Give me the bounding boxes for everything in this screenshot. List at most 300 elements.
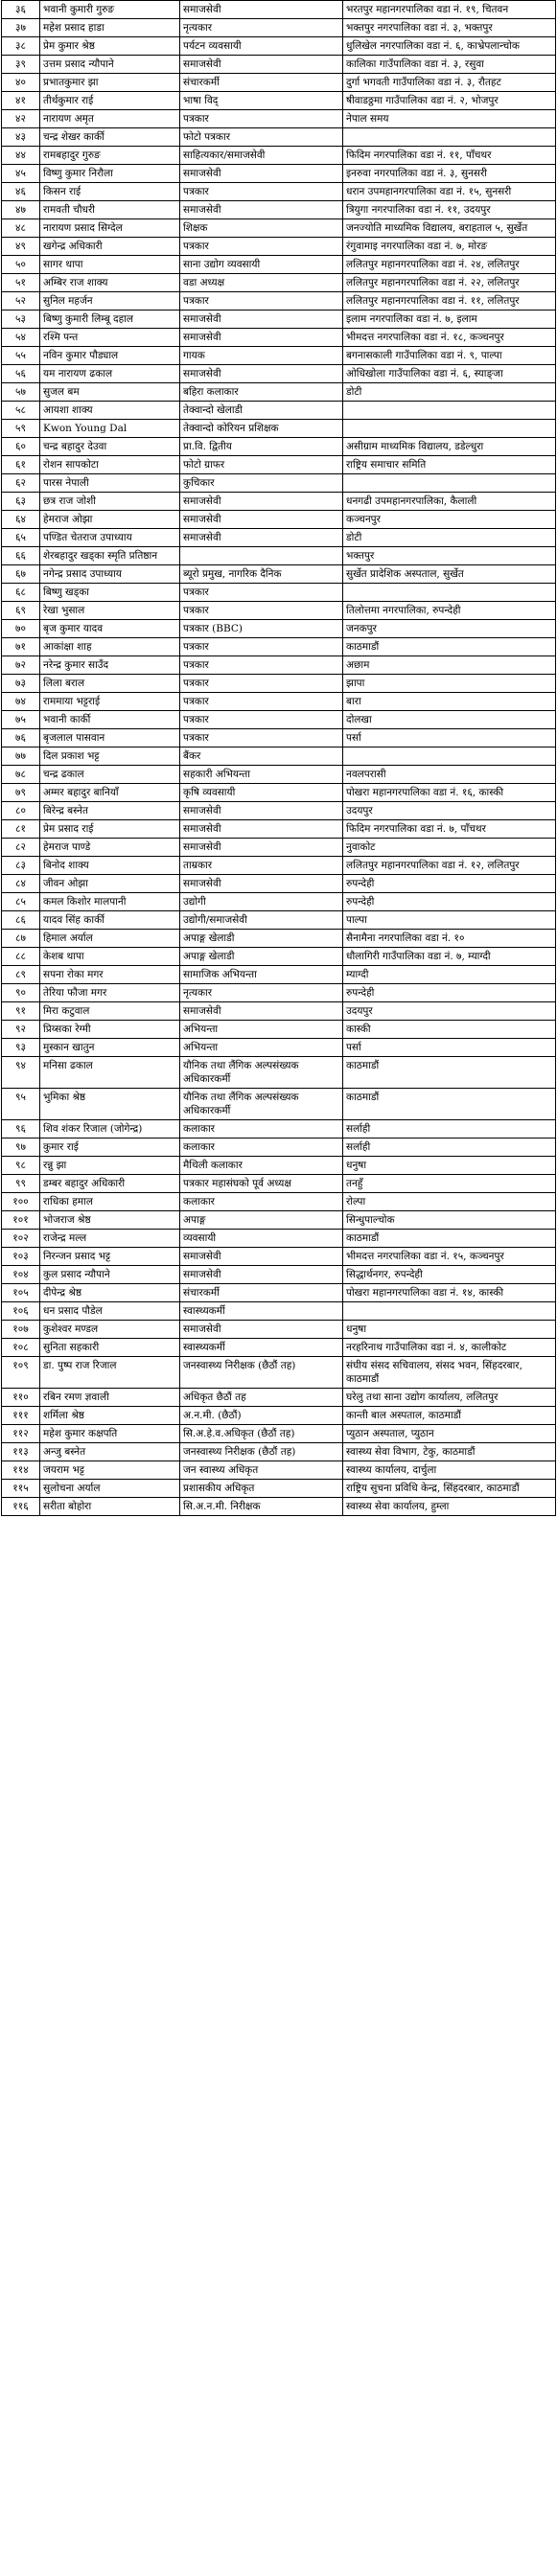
table-row bbox=[2, 1461, 556, 1480]
table-row bbox=[2, 966, 556, 984]
row-number: ३७ bbox=[2, 19, 40, 37]
table-row bbox=[2, 1443, 556, 1461]
person-address: पोखरा महानगरपालिका वडा नं. १६, कास्की bbox=[343, 784, 556, 802]
table-row bbox=[2, 37, 556, 56]
row-number: ७१ bbox=[2, 638, 40, 656]
table-row bbox=[2, 948, 556, 966]
table-row bbox=[2, 347, 556, 365]
table-body bbox=[2, 1, 556, 1516]
table-row bbox=[2, 857, 556, 875]
person-name: कमल किशोर मालपानी bbox=[40, 893, 180, 911]
row-number: ९४ bbox=[2, 1057, 40, 1089]
row-number: ४४ bbox=[2, 147, 40, 165]
person-name: चन्द्र ढकाल bbox=[40, 766, 180, 784]
person-role: प्रा.वि. द्वितीय bbox=[180, 438, 343, 456]
person-role: समाजसेवी bbox=[180, 802, 343, 820]
table-row bbox=[2, 165, 556, 183]
table-row bbox=[2, 656, 556, 675]
person-name: रबिन रमण ज्ञवाली bbox=[40, 1389, 180, 1407]
person-address: सिन्धुपाल्चोक bbox=[343, 1211, 556, 1230]
person-address: कास्की bbox=[343, 1021, 556, 1039]
row-number: ६० bbox=[2, 438, 40, 456]
table-row bbox=[2, 911, 556, 930]
person-name: नारायण प्रसाद सिग्देल bbox=[40, 219, 180, 238]
person-address: डोटी bbox=[343, 529, 556, 547]
table-row bbox=[2, 984, 556, 1002]
person-address: नवलपरासी bbox=[343, 766, 556, 784]
person-address: काठमाडौं bbox=[343, 1057, 556, 1089]
table-row bbox=[2, 92, 556, 110]
person-name: सुलोचना अर्याल bbox=[40, 1480, 180, 1498]
person-role: अपाङ्ग खेलाडी bbox=[180, 948, 343, 966]
person-role: तेक्वान्दो कोरियन प्रशिक्षक bbox=[180, 420, 343, 438]
person-address: घरेलु तथा साना उद्योग कार्यालय, ललितपुर bbox=[343, 1389, 556, 1407]
person-name: आकांक्षा शाह bbox=[40, 638, 180, 656]
person-role: पत्रकार bbox=[180, 584, 343, 602]
person-address: पर्सा bbox=[343, 1039, 556, 1057]
person-address bbox=[343, 584, 556, 602]
person-name: नगेन्द्र प्रसाद उपाध्याय bbox=[40, 565, 180, 584]
person-name: राममाया भट्टराई bbox=[40, 693, 180, 711]
table-row bbox=[2, 1248, 556, 1266]
person-role: तेक्वान्दो खेलाडी bbox=[180, 402, 343, 420]
person-address: इनरुवा नगरपालिका वडा नं. ३, सुनसरी bbox=[343, 165, 556, 183]
row-number: ५४ bbox=[2, 329, 40, 347]
person-address: दुर्गा भगवती गाउँपालिका वडा नं. ३, रौतहट bbox=[343, 74, 556, 92]
person-name: सुजल बम bbox=[40, 383, 180, 402]
person-name: रश्मि पन्त bbox=[40, 329, 180, 347]
person-role: अभियन्ता bbox=[180, 1021, 343, 1039]
person-name: बिष्णु खड्का bbox=[40, 584, 180, 602]
person-role: मैथिली कलाकार bbox=[180, 1157, 343, 1175]
row-number: ११३ bbox=[2, 1443, 40, 1461]
table-row bbox=[2, 238, 556, 256]
table-row bbox=[2, 1120, 556, 1138]
table-row bbox=[2, 584, 556, 602]
person-role: पत्रकार bbox=[180, 292, 343, 310]
row-number: ६७ bbox=[2, 565, 40, 584]
person-address: बगनासकाली गाउँपालिका वडा नं. ९, पाल्पा bbox=[343, 347, 556, 365]
person-address: नेपाल समय bbox=[343, 110, 556, 128]
table-row bbox=[2, 1284, 556, 1302]
person-role: व्यवसायी bbox=[180, 1230, 343, 1248]
table-row bbox=[2, 274, 556, 292]
table-row bbox=[2, 1021, 556, 1039]
person-role: अपाङ्ग खेलाडी bbox=[180, 930, 343, 948]
person-name: अन्जु बस्नेत bbox=[40, 1443, 180, 1461]
person-address: ललितपुर महानगरपालिका वडा नं. २४, ललितपुर bbox=[343, 256, 556, 274]
table-row bbox=[2, 329, 556, 347]
person-address: धरान उपमहानगरपालिका वडा नं. १५, सुनसरी bbox=[343, 183, 556, 201]
person-role: कलाकार bbox=[180, 1193, 343, 1211]
person-role: फोटो ग्राफर bbox=[180, 456, 343, 474]
person-address: जनकपुर bbox=[343, 620, 556, 638]
person-address: असीग्राम माध्यमिक विद्यालय, डडेल्धुरा bbox=[343, 438, 556, 456]
table-row bbox=[2, 1039, 556, 1057]
person-role: भाषा विद् bbox=[180, 92, 343, 110]
person-address: पर्सा bbox=[343, 729, 556, 748]
row-number: ६९ bbox=[2, 602, 40, 620]
person-name: रामवती चौधरी bbox=[40, 201, 180, 219]
row-number: ३६ bbox=[2, 1, 40, 19]
row-number: ९५ bbox=[2, 1089, 40, 1120]
row-number: ११४ bbox=[2, 1461, 40, 1480]
row-number: ११० bbox=[2, 1389, 40, 1407]
person-name: हेमराज पाण्डे bbox=[40, 839, 180, 857]
row-number: ८५ bbox=[2, 893, 40, 911]
person-address: सैनामैना नगरपालिका वडा नं. १० bbox=[343, 930, 556, 948]
table-row bbox=[2, 529, 556, 547]
row-number: ७६ bbox=[2, 729, 40, 748]
person-role: समाजसेवी bbox=[180, 1321, 343, 1339]
person-name: सरीता बोहोरा bbox=[40, 1498, 180, 1516]
row-number: ८४ bbox=[2, 875, 40, 893]
row-number: ५० bbox=[2, 256, 40, 274]
row-number: ४९ bbox=[2, 238, 40, 256]
table-row bbox=[2, 766, 556, 784]
person-name: बिनोद शाक्य bbox=[40, 857, 180, 875]
table-row bbox=[2, 820, 556, 839]
person-address: धनगढी उपमहानगरपालिका, कैलाली bbox=[343, 493, 556, 511]
person-role: जनस्वास्थ्य निरीक्षक (छैठौं तह) bbox=[180, 1357, 343, 1389]
row-number: ८८ bbox=[2, 948, 40, 966]
person-name: सुनिता सहकारी bbox=[40, 1339, 180, 1357]
person-role: संचारकर्मी bbox=[180, 74, 343, 92]
table-row bbox=[2, 1480, 556, 1498]
person-address: षीवाडठ्ठमा गाउँपालिका वडा नं. २, भोजपुर bbox=[343, 92, 556, 110]
row-number: ८२ bbox=[2, 839, 40, 857]
row-number: १०७ bbox=[2, 1321, 40, 1339]
person-name: हिमाल अर्याल bbox=[40, 930, 180, 948]
person-role: अभियन्ता bbox=[180, 1039, 343, 1057]
table-row bbox=[2, 420, 556, 438]
person-role: पत्रकार bbox=[180, 638, 343, 656]
person-name: खगेन्द्र अधिकारी bbox=[40, 238, 180, 256]
table-row bbox=[2, 1089, 556, 1120]
person-address: सर्लाही bbox=[343, 1120, 556, 1138]
person-role: गायक bbox=[180, 347, 343, 365]
person-role: पत्रकार bbox=[180, 711, 343, 729]
person-role: पत्रकार bbox=[180, 110, 343, 128]
person-role: उद्योगी bbox=[180, 893, 343, 911]
table-row bbox=[2, 675, 556, 693]
row-number: ६४ bbox=[2, 511, 40, 529]
person-name: उत्तम प्रसाद न्यौपाने bbox=[40, 56, 180, 74]
row-number: ८९ bbox=[2, 966, 40, 984]
person-role: अधिकृत छैठौं तह bbox=[180, 1389, 343, 1407]
table-row bbox=[2, 748, 556, 766]
person-name: छत्र राज जोशी bbox=[40, 493, 180, 511]
row-number: ७५ bbox=[2, 711, 40, 729]
row-number: १०५ bbox=[2, 1284, 40, 1302]
table-row bbox=[2, 1266, 556, 1284]
row-number: ७८ bbox=[2, 766, 40, 784]
row-number: ५५ bbox=[2, 347, 40, 365]
row-number: ६८ bbox=[2, 584, 40, 602]
person-role: समाजसेवी bbox=[180, 1266, 343, 1284]
row-number: ४६ bbox=[2, 183, 40, 201]
table-row bbox=[2, 893, 556, 911]
person-name: यम नारायण ढकाल bbox=[40, 365, 180, 383]
row-number: ७७ bbox=[2, 748, 40, 766]
row-number: ३८ bbox=[2, 37, 40, 56]
person-name: किसन राई bbox=[40, 183, 180, 201]
row-number: ९६ bbox=[2, 1120, 40, 1138]
table-row bbox=[2, 201, 556, 219]
person-name: जीवन ओझा bbox=[40, 875, 180, 893]
person-address bbox=[343, 748, 556, 766]
person-address: उदयपुर bbox=[343, 802, 556, 820]
person-name: अम्मर बहादुर बानियाँ bbox=[40, 784, 180, 802]
person-role: साहित्यकार/समाजसेवी bbox=[180, 147, 343, 165]
person-role: कलाकार bbox=[180, 1120, 343, 1138]
person-address: सिद्धार्थनगर, रुपन्देही bbox=[343, 1266, 556, 1284]
person-name: बृज कुमार यादव bbox=[40, 620, 180, 638]
person-name: शेरबहादुर खड्का स्मृति प्रतिष्ठान bbox=[40, 547, 180, 565]
table-row bbox=[2, 1302, 556, 1321]
row-number: ५६ bbox=[2, 365, 40, 383]
person-address: अछाम bbox=[343, 656, 556, 675]
person-address: तनहुँ bbox=[343, 1175, 556, 1193]
row-number: ४५ bbox=[2, 165, 40, 183]
person-address: ललितपुर महानगरपालिका वडा नं. १२, ललितपुर bbox=[343, 857, 556, 875]
person-name: बृजलाल पासवान bbox=[40, 729, 180, 748]
person-address: भरतपुर महानगरपालिका वडा नं. १९, चितवन bbox=[343, 1, 556, 19]
person-role: बैंकर bbox=[180, 748, 343, 766]
person-name: महेश प्रसाद हाडा bbox=[40, 19, 180, 37]
person-address: राष्ट्रिय सुचना प्रविधि केन्द्र, सिंहदरबार, काठमाडौं bbox=[343, 1480, 556, 1498]
row-number: ९२ bbox=[2, 1021, 40, 1039]
person-role: समाजसेवी bbox=[180, 1248, 343, 1266]
person-name: प्रेम प्रसाद राई bbox=[40, 820, 180, 839]
person-name: तीर्थकुमार राई bbox=[40, 92, 180, 110]
person-role: ताम्रकार bbox=[180, 857, 343, 875]
person-address: रोल्पा bbox=[343, 1193, 556, 1211]
row-number: ८७ bbox=[2, 930, 40, 948]
row-number: ८६ bbox=[2, 911, 40, 930]
person-name: बिरेन्द्र बस्नेत bbox=[40, 802, 180, 820]
person-address: काठमाडौं bbox=[343, 1230, 556, 1248]
person-name: धन प्रसाद पौडेल bbox=[40, 1302, 180, 1321]
row-number: ४३ bbox=[2, 128, 40, 147]
person-address: कान्ती बाल अस्पताल, काठमाडौं bbox=[343, 1407, 556, 1425]
person-role: संचारकर्मी bbox=[180, 1284, 343, 1302]
row-number: ११२ bbox=[2, 1425, 40, 1443]
row-number: ४० bbox=[2, 74, 40, 92]
person-role: फोटो पत्रकार bbox=[180, 128, 343, 147]
person-address bbox=[343, 420, 556, 438]
honoree-table bbox=[1, 0, 556, 1516]
table-row bbox=[2, 1193, 556, 1211]
table-row bbox=[2, 256, 556, 274]
person-name: चन्द्र शेखर कार्की bbox=[40, 128, 180, 147]
person-name: मिरा कटुवाल bbox=[40, 1002, 180, 1021]
person-role: समाजसेवी bbox=[180, 493, 343, 511]
person-address: धुलिखेल नगरपालिका वडा नं. ६, काभ्रेपलान्चोक bbox=[343, 37, 556, 56]
table-row bbox=[2, 602, 556, 620]
person-name: रेखा भुसाल bbox=[40, 602, 180, 620]
person-address: रुपन्देही bbox=[343, 984, 556, 1002]
person-role: बहिरा कलाकार bbox=[180, 383, 343, 402]
person-name: सुनिल महर्जन bbox=[40, 292, 180, 310]
person-address bbox=[343, 402, 556, 420]
person-name: निरन्जन प्रसाद भट्ट bbox=[40, 1248, 180, 1266]
person-name: शिव शंकर रिजाल (जोगेन्द्र) bbox=[40, 1120, 180, 1138]
person-address: नरहरिनाथ गाउँपालिका वडा नं. ४, कालीकोट bbox=[343, 1339, 556, 1357]
person-name: प्रेम कुमार श्रेष्ठ bbox=[40, 37, 180, 56]
table-row bbox=[2, 1321, 556, 1339]
person-name: रन्नु झा bbox=[40, 1157, 180, 1175]
table-row bbox=[2, 1357, 556, 1389]
person-role: समाजसेवी bbox=[180, 310, 343, 329]
row-number: ७९ bbox=[2, 784, 40, 802]
table-row bbox=[2, 402, 556, 420]
person-role: समाजसेवी bbox=[180, 365, 343, 383]
person-role: समाजसेवी bbox=[180, 875, 343, 893]
row-number: ९८ bbox=[2, 1157, 40, 1175]
person-address: झापा bbox=[343, 675, 556, 693]
person-address: भीमदत्त नगरपालिका वडा नं. १८, कञ्चनपुर bbox=[343, 329, 556, 347]
row-number: ५२ bbox=[2, 292, 40, 310]
row-number: ७४ bbox=[2, 693, 40, 711]
person-role: ब्यूरो प्रमुख, नागरिक दैनिक bbox=[180, 565, 343, 584]
person-address: नुवाकोट bbox=[343, 839, 556, 857]
person-name: नविन कुमार पौड्याल bbox=[40, 347, 180, 365]
row-number: १११ bbox=[2, 1407, 40, 1425]
person-role: पत्रकार bbox=[180, 238, 343, 256]
person-role: पत्रकार bbox=[180, 675, 343, 693]
person-role: पत्रकार bbox=[180, 656, 343, 675]
person-role: अपाङ्ग bbox=[180, 1211, 343, 1230]
person-role: वडा अध्यक्ष bbox=[180, 274, 343, 292]
person-address: स्वास्थ्य कार्यालय, दार्चुला bbox=[343, 1461, 556, 1480]
row-number: ६६ bbox=[2, 547, 40, 565]
person-name: प्रिय्सका रेग्मी bbox=[40, 1021, 180, 1039]
row-number: ५८ bbox=[2, 402, 40, 420]
person-role: पत्रकार bbox=[180, 729, 343, 748]
person-name: Kwon Young Dal bbox=[40, 420, 180, 438]
person-role: पत्रकार bbox=[180, 183, 343, 201]
row-number: ५३ bbox=[2, 310, 40, 329]
person-address: ललितपुर महानगरपालिका वडा नं. २२, ललितपुर bbox=[343, 274, 556, 292]
person-role: यौनिक तथा लैंगिक अल्पसंख्यक अधिकारकर्मी bbox=[180, 1089, 343, 1120]
person-role: समाजसेवी bbox=[180, 1002, 343, 1021]
person-role: शिक्षक bbox=[180, 219, 343, 238]
person-role: सि.अ.हे.व.अधिकृत (छैठौं तह) bbox=[180, 1425, 343, 1443]
row-number: ५७ bbox=[2, 383, 40, 402]
person-address: फिदिम नगरपालिका वडा नं. ११, पाँचथर bbox=[343, 147, 556, 165]
person-name: मनिसा ढकाल bbox=[40, 1057, 180, 1089]
person-name: शर्मिला श्रेष्ठ bbox=[40, 1407, 180, 1425]
row-number: ५९ bbox=[2, 420, 40, 438]
table-row bbox=[2, 711, 556, 729]
person-address: रंगुवामाइ नगरपालिका वडा नं. ७, मोरङ bbox=[343, 238, 556, 256]
person-name: दीपेन्द्र श्रेष्ठ bbox=[40, 1284, 180, 1302]
person-address: उदयपुर bbox=[343, 1002, 556, 1021]
row-number: १०१ bbox=[2, 1211, 40, 1230]
person-address: ओधिखोला गाउँपालिका वडा नं. ६, स्याङ्जा bbox=[343, 365, 556, 383]
person-name: चन्द्र बहादुर देउवा bbox=[40, 438, 180, 456]
table-row bbox=[2, 784, 556, 802]
row-number: १०४ bbox=[2, 1266, 40, 1284]
person-name: डम्बर बहादुर अधिकारी bbox=[40, 1175, 180, 1193]
person-role: साना उद्योग व्यवसायी bbox=[180, 256, 343, 274]
person-name: केशब थापा bbox=[40, 948, 180, 966]
person-role: समाजसेवी bbox=[180, 165, 343, 183]
person-role: जनस्वास्थ्य निरीक्षक (छैठौं तह) bbox=[180, 1443, 343, 1461]
person-name: राधिका हमाल bbox=[40, 1193, 180, 1211]
table-row bbox=[2, 456, 556, 474]
person-name: तेरिया फौजा मगर bbox=[40, 984, 180, 1002]
person-role: कुचिकार bbox=[180, 474, 343, 493]
person-role: अ.न.मी. (छैठौं) bbox=[180, 1407, 343, 1425]
row-number: ९१ bbox=[2, 1002, 40, 1021]
row-number: ५१ bbox=[2, 274, 40, 292]
table-row bbox=[2, 56, 556, 74]
row-number: ४८ bbox=[2, 219, 40, 238]
person-role: पत्रकार (BBC) bbox=[180, 620, 343, 638]
row-number: ९७ bbox=[2, 1138, 40, 1157]
person-address: तिलोत्तमा नगरपालिका, रुपन्देही bbox=[343, 602, 556, 620]
person-address bbox=[343, 1302, 556, 1321]
person-address: इलाम नगरपालिका वडा नं. ७, इलाम bbox=[343, 310, 556, 329]
person-name: भोजराज श्रेष्ठ bbox=[40, 1211, 180, 1230]
row-number: ३९ bbox=[2, 56, 40, 74]
table-row bbox=[2, 693, 556, 711]
table-row bbox=[2, 1175, 556, 1193]
person-name: नरेन्द्र कुमार साउँद bbox=[40, 656, 180, 675]
table-row bbox=[2, 74, 556, 92]
person-role: सामाजिक अभियन्ता bbox=[180, 966, 343, 984]
person-role: सहकारी अभियन्ता bbox=[180, 766, 343, 784]
person-name: भवानी कार्की bbox=[40, 711, 180, 729]
row-number: १०३ bbox=[2, 1248, 40, 1266]
table-row bbox=[2, 1425, 556, 1443]
table-row bbox=[2, 802, 556, 820]
person-name: डा. पुष्प राज रिजाल bbox=[40, 1357, 180, 1389]
person-name: कुमार राई bbox=[40, 1138, 180, 1157]
person-name: महेश कुमार कक्षपति bbox=[40, 1425, 180, 1443]
row-number: ७२ bbox=[2, 656, 40, 675]
person-name: सपना रोका मगर bbox=[40, 966, 180, 984]
person-address: संघीय संसद सचिवालय, संसद भवन, सिंहदरबार, काठमाडौं bbox=[343, 1357, 556, 1389]
table-row bbox=[2, 1057, 556, 1089]
person-role: स्वास्थ्यकर्मी bbox=[180, 1339, 343, 1357]
table-row bbox=[2, 1211, 556, 1230]
person-name: बिष्णु कुमारी लिम्बू दहाल bbox=[40, 310, 180, 329]
table-row bbox=[2, 638, 556, 656]
person-name: आयशा शाक्य bbox=[40, 402, 180, 420]
row-number: ६५ bbox=[2, 529, 40, 547]
person-address bbox=[343, 474, 556, 493]
person-name: रामबहादुर गुरुङ bbox=[40, 147, 180, 165]
table-row bbox=[2, 729, 556, 748]
person-address: म्याग्दी bbox=[343, 966, 556, 984]
person-role: समाजसेवी bbox=[180, 56, 343, 74]
person-address: धनुषा bbox=[343, 1157, 556, 1175]
row-number: १०२ bbox=[2, 1230, 40, 1248]
table-row bbox=[2, 1138, 556, 1157]
person-role: स्वास्थ्यकर्मी bbox=[180, 1302, 343, 1321]
person-role: सि.अ.न.मी. निरीक्षक bbox=[180, 1498, 343, 1516]
row-number: ७० bbox=[2, 620, 40, 638]
table-row bbox=[2, 310, 556, 329]
person-name: राजेन्द्र मल्ल bbox=[40, 1230, 180, 1248]
person-address: सर्लाही bbox=[343, 1138, 556, 1157]
person-name: पारस नेपाली bbox=[40, 474, 180, 493]
table-row bbox=[2, 493, 556, 511]
table-row bbox=[2, 474, 556, 493]
